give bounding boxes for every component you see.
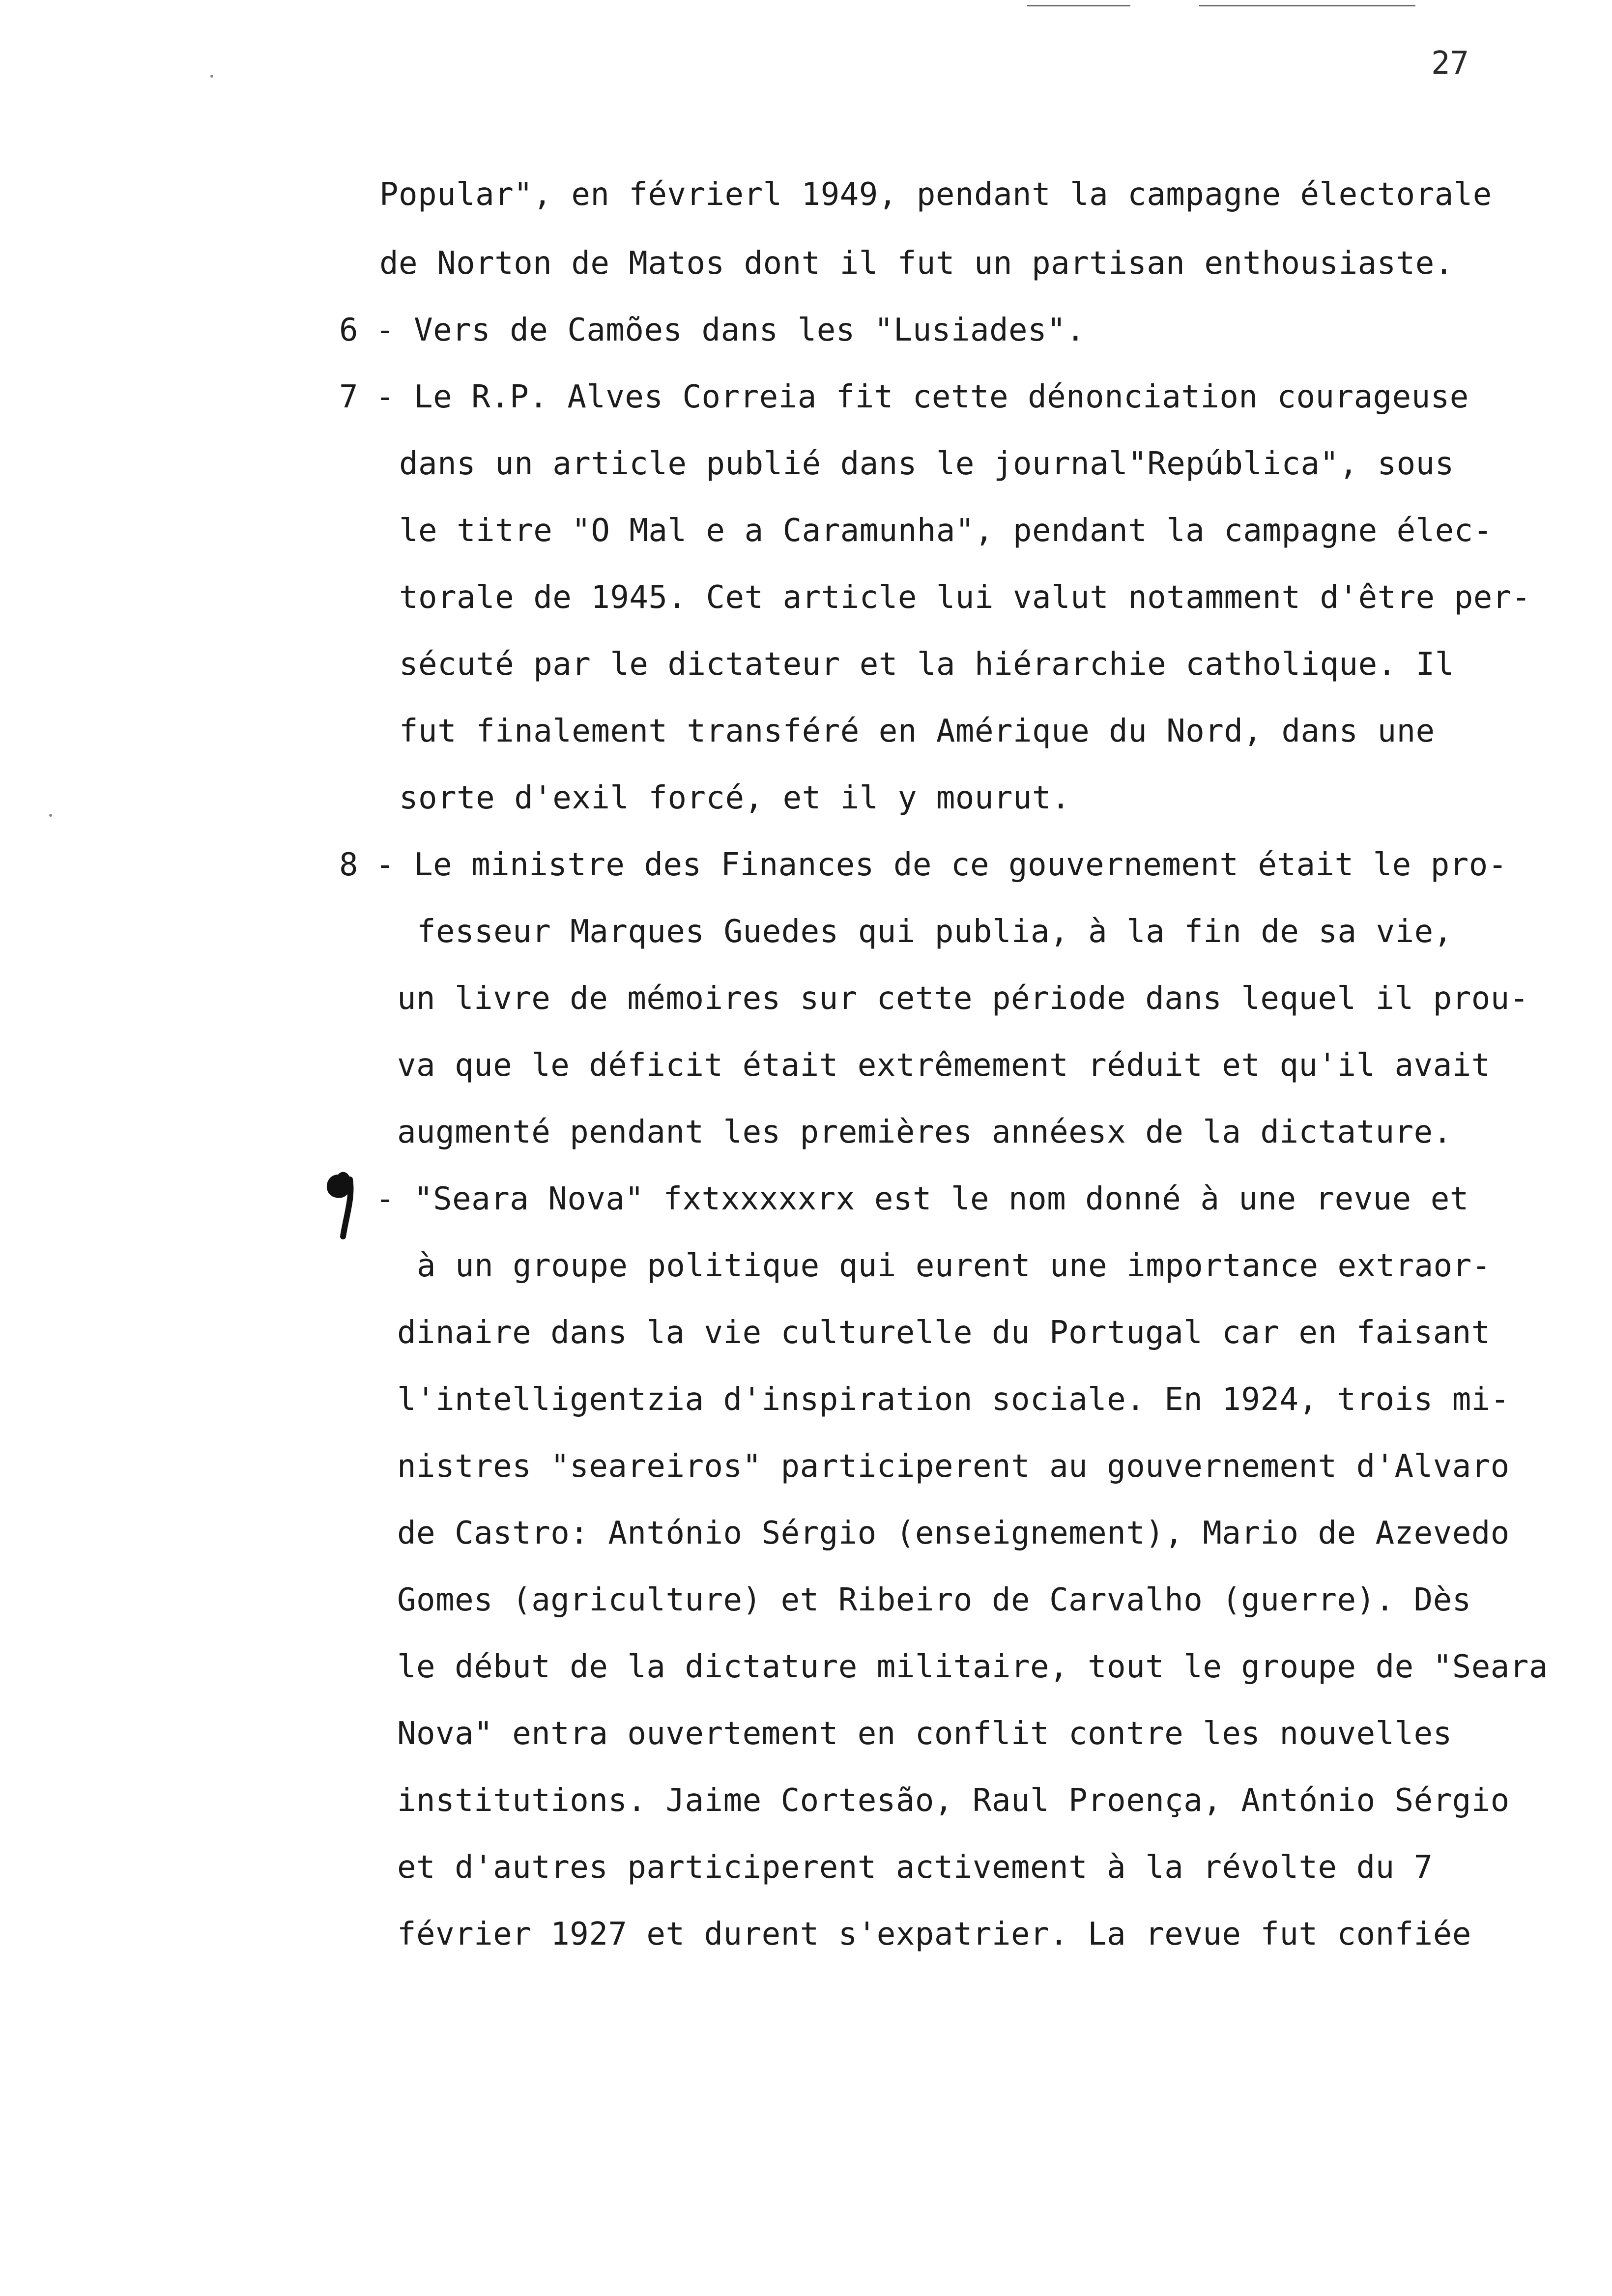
note-number: 8 <box>339 847 358 883</box>
text-line: fut finalement transféré en Amérique du Nord, dans une <box>399 713 1435 749</box>
text-line: Nova" entra ouvertement en conflit contre les nouvelles <box>397 1716 1452 1752</box>
text-line: à un groupe politique qui eurent une importance extraor- <box>417 1248 1491 1284</box>
page-number: 27 <box>1431 45 1469 82</box>
text-line: nistres "seareiros" participerent au gouvernement d'Alvaro <box>397 1448 1510 1485</box>
text-line: l'intelligentzia d'inspiration sociale. En 1924, trois mi- <box>397 1381 1510 1418</box>
text-line: sorte d'exil forcé, et il y mourut. <box>399 780 1071 816</box>
note-number: 6 <box>339 312 358 348</box>
text-line: dans un article publié dans le journal"República", sous <box>399 446 1454 482</box>
text-line: de Castro: António Sérgio (enseignement), Mario de Azevedo <box>397 1515 1510 1551</box>
text-line: sécuté par le dictateur et la hiérarchie catholique. Il <box>399 646 1454 683</box>
text-line: - "Seara Nova" fxtxxxxxrx est le nom donné à une revue et <box>375 1181 1469 1217</box>
text-line: Popular", en févrierl 1949, pendant la campagne électorale <box>379 176 1492 213</box>
text-line: le début de la dictature militaire, tout le groupe de "Seara <box>397 1649 1548 1685</box>
text-line: torale de 1945. Cet article lui valut notamment d'être per- <box>399 579 1531 616</box>
note-number: 9 <box>275 1181 294 1217</box>
text-line: institutions. Jaime Cortesão, Raul Proença, António Sérgio <box>397 1782 1510 1819</box>
note-number: 7 <box>339 379 358 415</box>
text-line: Gomes (agriculture) et Ribeiro de Carvalho (guerre). Dès <box>397 1582 1471 1618</box>
handwritten-note-number <box>318 1166 361 1239</box>
text-line: de Norton de Matos dont il fut un partisan enthousiaste. <box>379 245 1454 282</box>
text-line: - Le ministre des Finances de ce gouvernement était le pro- <box>375 847 1507 883</box>
text-line: un livre de mémoires sur cette période dans lequel il prou- <box>397 980 1529 1017</box>
text-line: février 1927 et durent s'expatrier. La revue fut confiée <box>397 1916 1471 1952</box>
text-line: va que le déficit était extrêmement réduit et qu'il avait <box>397 1047 1491 1084</box>
text-line: augmenté pendant les premières annéesx de la dictature. <box>397 1114 1452 1150</box>
text-line: le titre "O Mal e a Caramunha", pendant la campagne élec- <box>399 513 1493 549</box>
scan-artifact-top <box>1027 5 1130 6</box>
scan-speck <box>49 814 52 817</box>
text-line: et d'autres participerent activement à la révolte du 7 <box>397 1849 1433 1886</box>
scan-artifact-top <box>1199 5 1415 6</box>
text-line: - Le R.P. Alves Correia fit cette dénonciation courageuse <box>375 379 1469 415</box>
scan-speck <box>210 75 213 78</box>
text-line: fesseur Marques Guedes qui publia, à la fin de sa vie, <box>417 914 1453 950</box>
text-line: - Vers de Camões dans les "Lusiades". <box>375 312 1086 348</box>
text-line: dinaire dans la vie culturelle du Portugal car en faisant <box>397 1315 1491 1351</box>
